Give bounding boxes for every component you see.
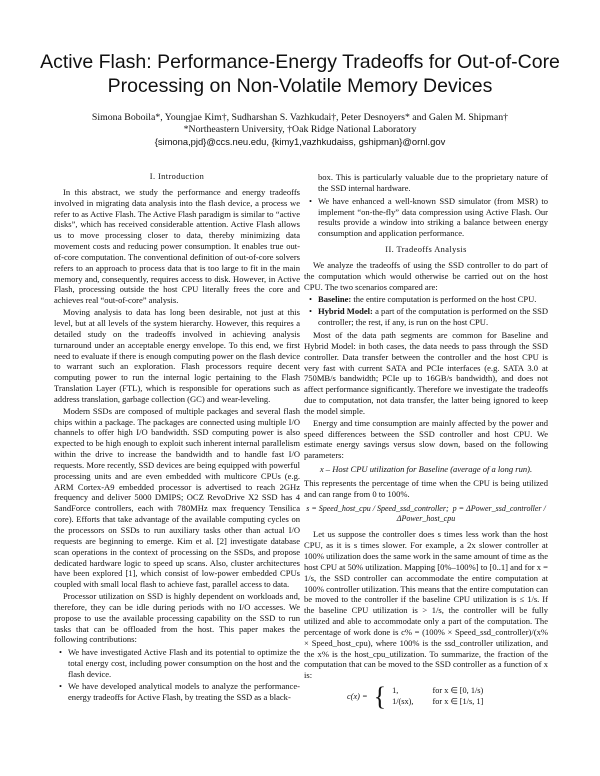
right-column [304, 172, 549, 712]
contributions-list-continued [304, 196, 548, 239]
tradeoffs-paragraph-3: Energy and time consumption are mainly affected by the power and speed differences between the SSD controller and host CPU. We estimate energy savings versus slow down, based on the following parameters: [304, 417, 548, 461]
parameter-x-definition: x – Host CPU utilization for Baseline (average of a long run). [319, 464, 533, 475]
author-block [30, 112, 570, 148]
equation-s: s = Speed_host_cpu / Speed_ssd_controller [306, 503, 446, 513]
section-heading-introduction: I. Introduction [149, 172, 205, 181]
tradeoffs-paragraph-5: Let us suppose the controller does s times less work than the host CPU, as it is s times slower. For example, a 2x slower controller at 100% utilization does the same work in the same amount of time as the host CPU at 50% utilization. Mapping [0%–100%] to [0..1] and for x = 1/s, the SSD controller can accommodate the entire computation at 100% controller utilization. This means that the entire computation can be moved to the controller if the baseline CPU utilization is ≤ 1/s. If the baseline CPU utilization is > 1/s, the controller will be fully utilized and able to accommodate only a part of the computation. The percentage of work done is c% = (100% × Speed_ssd_controller)/(x% × Speed_host_cpu), where 100% is the ssd_controller utilization, and the x% is the host_cpu_utilization. To summarize, the fraction of the computation that can be moved to the SSD controller as a function of x is: [304, 529, 548, 681]
scenario-hybrid [318, 306, 548, 328]
contribution-item-2: • We have developed analytical models to analyze the performance-energy tradeoffs for Active Flash, by treating the SSD as a black- [68, 681, 300, 703]
intro-paragraph-4: Processor utilization on SSD is highly dependent on workloads and, therefore, they can be idle during periods with no I/O accesses. We propose to use the available processing capability on the SSD to run tasks that can be offloaded from the host. This paper makes the following contributions: [54, 591, 300, 645]
author-names: Simona Boboila*, Youngjae Kim†, Sudharshan S. Vazhkudai†, Peter Desnoyers* and Galen M. Shipman† [91, 112, 509, 123]
equation-cx-case1-cond: for x ∈ [0, 1/s) [432, 686, 484, 696]
section-heading-tradeoffs: II. Tradeoffs Analysis [385, 245, 467, 255]
contribution-item-3: • We have enhanced a well-known SSD simulator (from MSR) to implement “on-the-fly” data compression using Active Flash. Our results provide a window into striking a balance between energy consumption and application performance. [318, 196, 548, 239]
brace-symbol: { [373, 682, 387, 712]
equation-cx-case1-value: 1, [392, 686, 399, 696]
equation-cx [344, 682, 548, 712]
equation-cx-case2-value: 1/(sx), [392, 697, 414, 707]
intro-paragraph-2: Moving analysis to data has long been desirable, not just at this level, but at all levels of the system hierarchy. However, this requires a detailed study on the tradeoffs involved in achieving analysis turnaround under an acceptable energy envelope. To this end, we first need to evaluate if there is enough computing power on the flash device to warrant such an exploration. Flash processors require decent computing power to run the internal logic pertaining to the Flash Translation Layer (FTL), which is responsible for operations such as address translation, garbage collection (GC) and wear-leveling. [54, 307, 300, 404]
tradeoffs-paragraph-1: We analyze the tradeoffs of using the SSD controller to do part of the computation which would otherwise be carried out on the host CPU. The two scenarios compared are: [304, 259, 548, 292]
tradeoffs-paragraph-2: Most of the data path segments are common for Baseline and Hybrid Model: in both cases, the data needs to pass through the SSD controller. Data transfer between the controller and the host CPU is very fast with current SATA and PCIe interfaces (e.g. SATA 3.0 at 750MB/s bandwidth; PCIe up to 16GB/s bandwidth), and does not affect performance significantly. Therefore we investigate the tradeoffs due to computation, not data transfer, the latter being ignored to keep the model simple. [304, 329, 548, 416]
author-emails: {simona,pjd}@ccs.neu.edu, {kimy1,vazhkudaiss, gshipman}@ornl.gov [154, 136, 446, 147]
paper-title: Active Flash: Performance-Energy Tradeoffs for Out-of-Core Processing on Non-Volatile Memory Devices [40, 51, 560, 97]
equation-cx-lhs: c(x) = [347, 691, 368, 701]
contribution-item-2-continued: box. This is particularly valuable due to the proprietary nature of the SSD internal hardware. [318, 172, 548, 193]
intro-paragraph-3: Modern SSDs are composed of multiple packages and several flash chips within a package. The packages are connected using multiple I/O channels to offer high I/O bandwidth. SSD computing power is also expected to be high enough to exploit such inherent internal parallelism within the drive to increase the bandwidth and to handle fast I/O requests. More recently, SSD devices are being equipped with powerful processing units and are even embedded with multicore CPUs (e.g. ARM Cortex-A9 embedded processor is advertised to reach 2GHz frequency and deliver 5000 DMIPS; OCZ RevoDrive X2 SSD has 4 SandForce controllers, each with 780MHz max frequency Tensilica core). Efforts that take advantage of the available computing cycles on the processors on SSDs to run auxiliary tasks other than actual I/O requests are beginning to emerge. Kim et al. [2] investigate database scan operations in the context of processing on the SSDs, and propose dedicated hardware logic to speed up scans. Also, cluster architectures have been explored [1], which consist of low-power embedded CPUs coupled with small local flash to achieve fast, parallel access to data. [54, 405, 300, 590]
left-column [54, 172, 300, 705]
equation-cx-case2-cond: for x ∈ [1/s, 1] [432, 697, 484, 707]
scenario-baseline [318, 294, 548, 305]
tradeoffs-paragraph-4: This represents the percentage of time when the CPU is being utilized and can range from 0 to 100%. [304, 477, 548, 499]
scenario-list [304, 294, 548, 328]
author-affiliations: *Northeastern University, †Oak Ridge National Laboratory [183, 124, 417, 135]
equation-p: p = ΔPower_ssd_controller / ΔPower_host_cpu [396, 503, 546, 524]
equation-s-p: s = Speed_host_cpu / Speed_ssd_controller; p = ΔPower_ssd_controller / ΔPower_host_cpu [306, 503, 546, 524]
contributions-list [54, 647, 300, 702]
scenario-hybrid-text: a part of the computation is performed on the SSD controller; the rest, if any, is run on the host CPU. [318, 306, 549, 328]
scenario-baseline-text: the entire computation is performed on the host CPU. [351, 294, 537, 305]
scenario-baseline-label: Baseline: [318, 294, 352, 305]
scenario-hybrid-label: Hybrid Model: [318, 306, 373, 317]
contribution-item-1: • We have investigated Active Flash and its potential to optimize the total energy cost, including power consumption on the host and the flash device. [68, 647, 300, 680]
intro-paragraph-1: In this abstract, we study the performance and energy tradeoffs involved in migrating data analysis into the flash device, a process we refer to as Active Flash. The Active Flash paradigm is similar to “active disks”, which has received considerable attention. Active Flash allows us to move processing closer to data, thereby minimizing data movement costs and reducing power consumption. It enables true out-of-core computation. The conventional definition of out-of-core solvers refers to an approach to process data that is too large to fit in the main memory and, consequently, requires access to disk. However, in Active Flash, processing outside the host CPU literally frees the core and achieves real “out-of-core” analysis. [54, 186, 300, 306]
